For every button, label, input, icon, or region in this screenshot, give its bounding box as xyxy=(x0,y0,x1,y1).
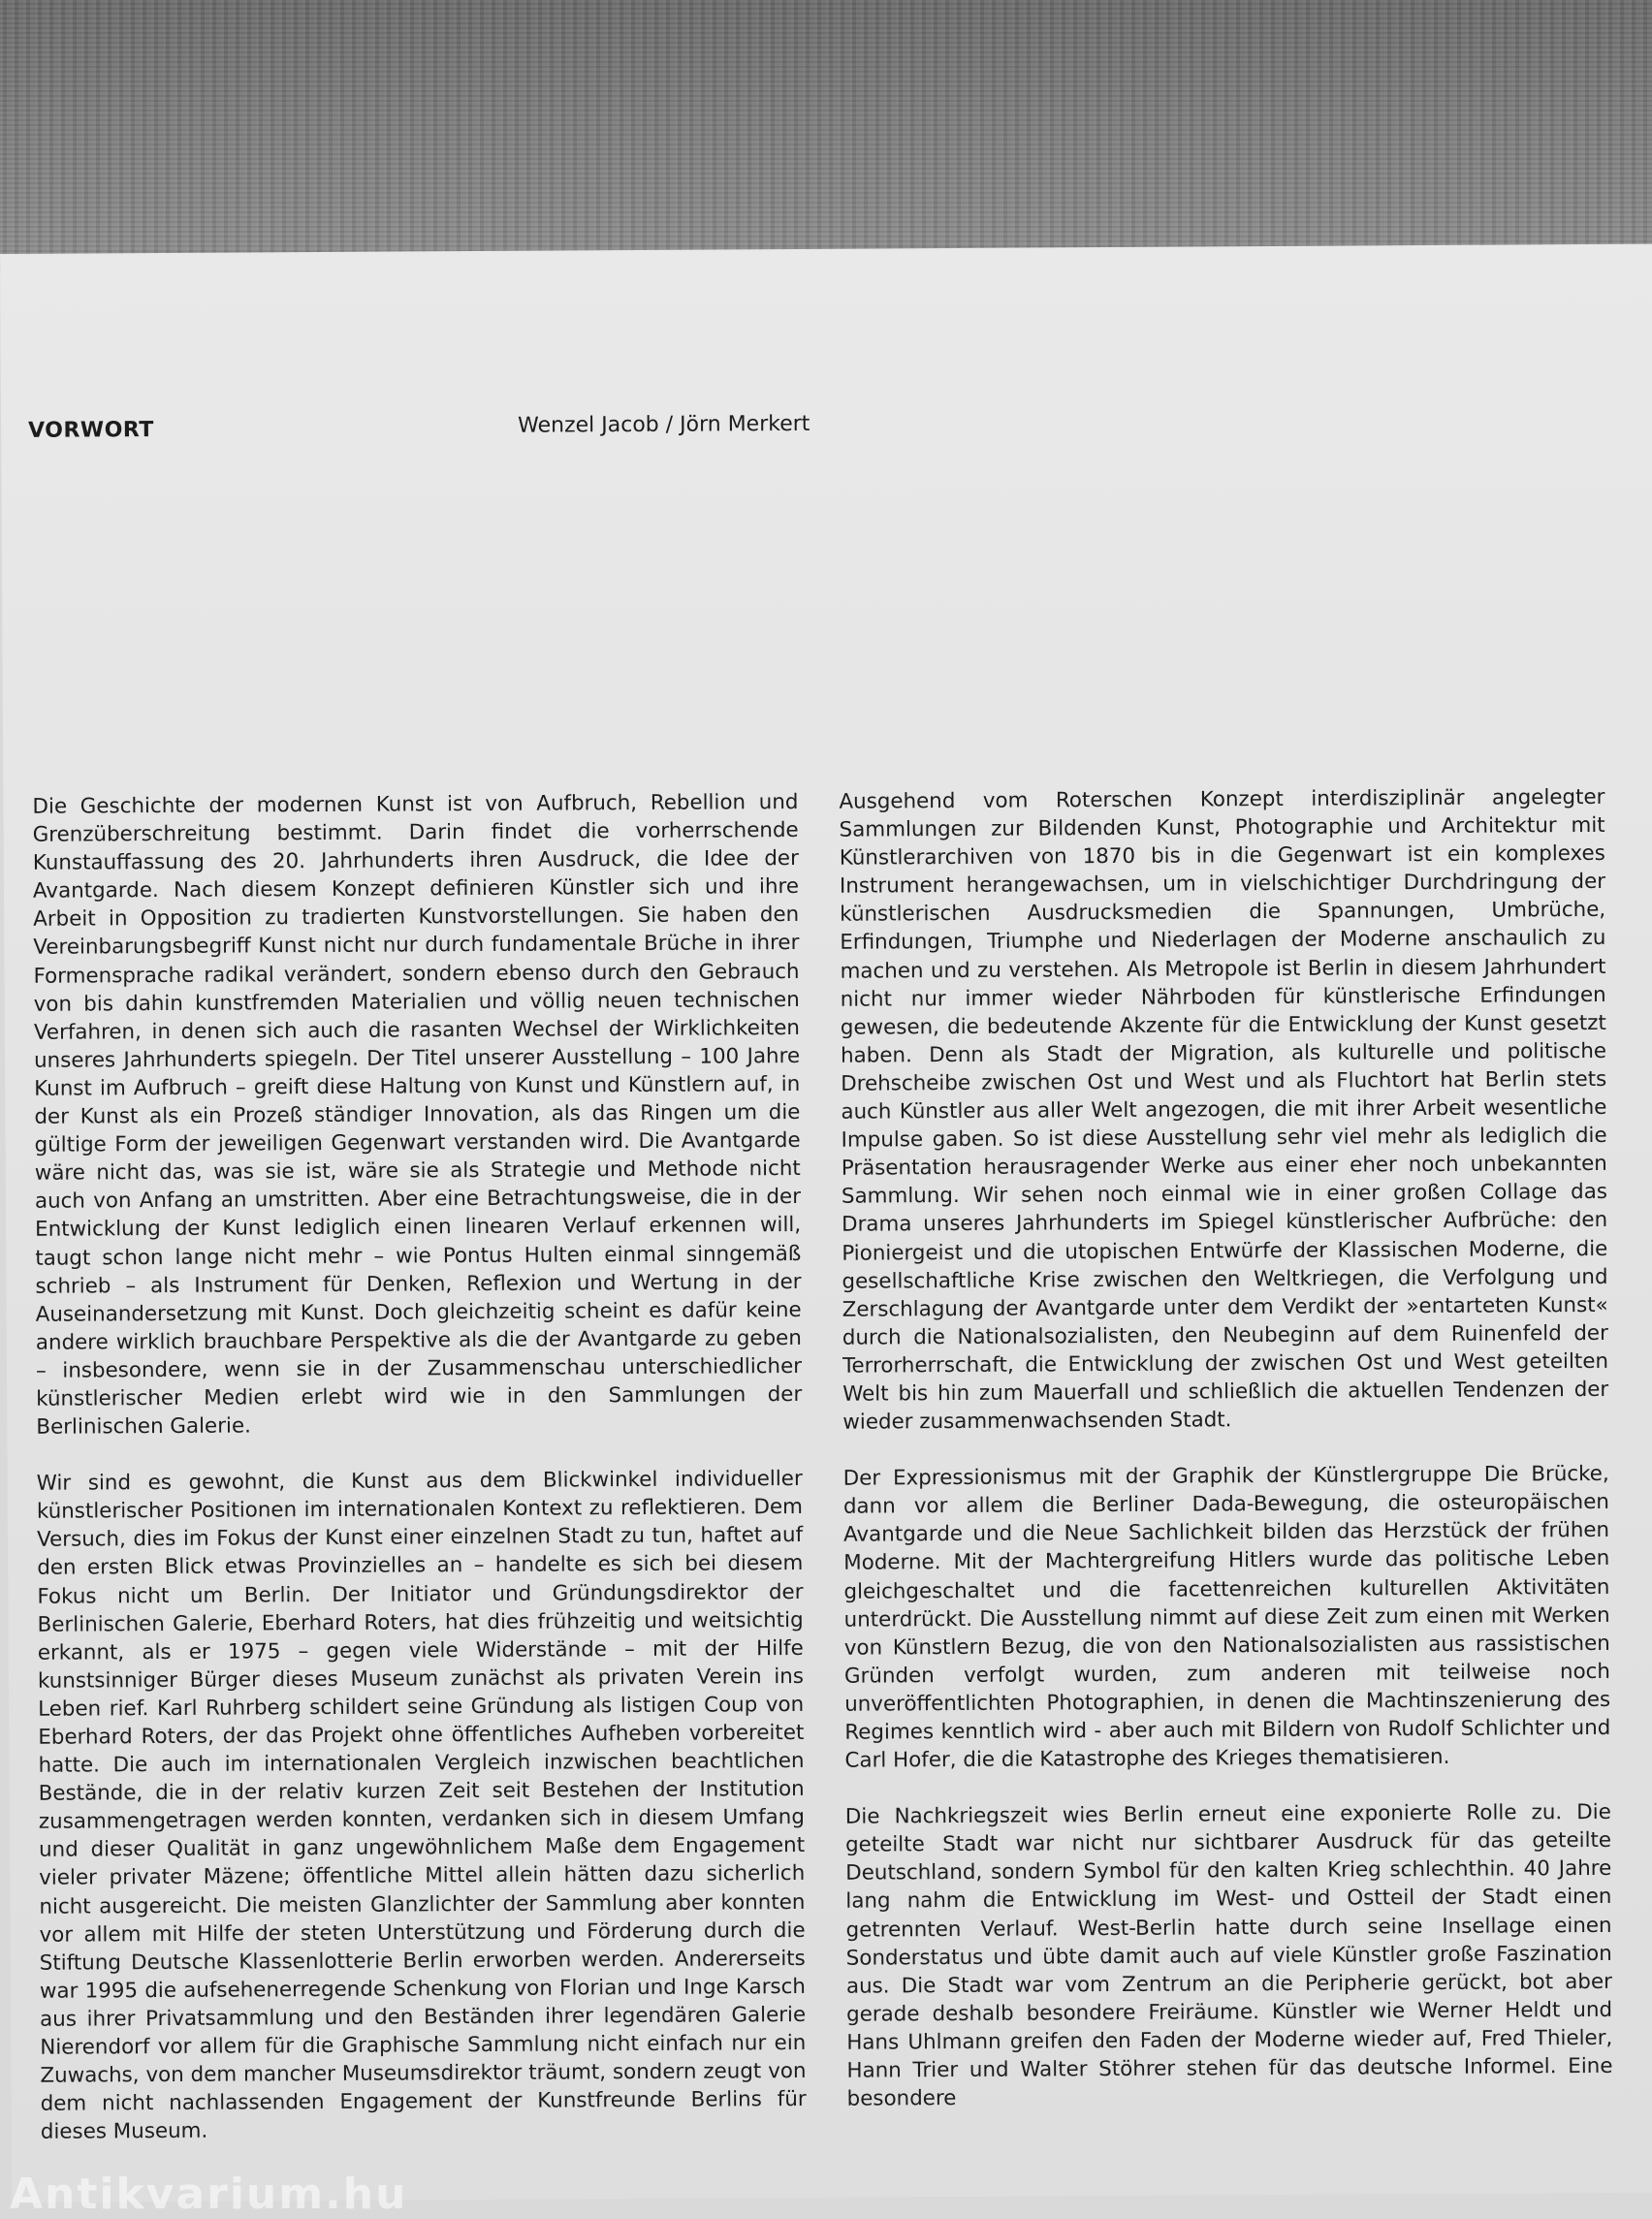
background-surface xyxy=(0,0,1652,271)
paragraph: Wir sind es gewohnt, die Kunst aus dem Blickwinkel individueller künstlerischer Positionen im internationalen Kontext zu reflektieren. Dem Versuch, dies im Fokus der Kunst einer einzelnen Stadt zu tun, haftet auf den ersten Blick etwas Provinzielles an – handelte es sich bei diesem Fokus nicht um Berlin. Der Initiator und Gründungsdirektor der Berlinischen Galerie, Eberhard Roters, hat dies frühzeitig und weitsichtig erkannt, als er 1975 – gegen viele Widerstände – mit der Hilfe kunstsinniger Bürger dieses Museum zunächst als privaten Verein ins Leben rief. Karl Ruhrberg schildert seine Gründung als listigen Coup von Eberhard Roters, der das Projekt ohne öffentliches Aufheben vorbereitet hatte. Die auch im internationalen Vergleich inzwischen beachtlichen Bestände, die in der relativ kurzen Zeit seit Bestehen der Institution zusammengetragen werden konnten, verdanken sich in diesem Umfang und dieser Qualität in ganz ungewöhnlichem Maße dem Engagement vieler privater Mäzene; öffentliche Mittel allein hätten dazu sicherlich nicht ausgereicht. Die meisten Glanzlichter der Sammlung aber konnten vor allem mit Hilfe der steten Unterstützung und Förderung durch die Stiftung Deutsche Klassenlotterie Berlin erworben werden. Andererseits war 1995 die aufsehenerregende Schenkung von Florian und Inge Karsch aus ihrer Privatsammlung und den Beständen ihrer legendären Galerie Nierendorf vor allem für die Graphische Sammlung nicht einfach nur ein Zuwachs, von dem mancher Museumsdirektor träumt, sondern zeugt von dem nicht nachlassenden Engagement der Kunstfreunde Berlins für dieses Museum. xyxy=(36,1467,807,2145)
authors: Wenzel Jacob / Jörn Merkert xyxy=(518,411,810,438)
document-page xyxy=(0,244,1652,2203)
paragraph: Der Expressionismus mit der Graphik der Künstlergruppe Die Brücke, dann vor allem die Berliner Dada-Bewegung, die osteuropäischen Avantgarde und die Neue Sachlichkeit bilden das Herzstück der frühen Moderne. Mit der Machtergreifung Hitlers wurde das politische Leben gleichgeschaltet und die facettenreichen kulturellen Aktivitäten unterdrückt. Die Ausstellung nimmt auf diese Zeit zum einen mit Werken von Künstlern Bezug, die von den Nationalsozialisten aus rassistischen Gründen verfolgt wurden, zum anderen mit teilweise noch unveröffentlichten Photographien, in denen die Machtinszenierung des Regimes kenntlich wird - aber auch mit Bildern von Rudolf Schlichter und Carl Hofer, die die Katastrophe des Krieges thematisieren. xyxy=(842,1462,1611,1773)
right-column xyxy=(839,783,1613,2141)
paragraph: Die Geschichte der modernen Kunst ist von Aufbruch, Rebellion und Grenzüberschreitung bestimmt. Darin findet die vorherrschende Kunstauffassung des 20. Jahrhunderts ihren Ausdruck, die Idee der Avantgarde. Nach diesem Konzept definieren Künstler sich und ihre Arbeit in Opposition zu tradierten Kunstvorstellungen. Sie haben den Vereinbarungsbegriff Kunst nicht nur durch fundamentale Brüche in ihrer Formensprache radikal verändert, sondern ebenso durch den Gebrauch von bis dahin kunstfremden Materialien und völlig neuen technischen Verfahren, in denen sich auch die rasanten Wechsel der Wirklichkeiten unseres Jahrhunderts spiegeln. Der Titel unserer Ausstellung – 100 Jahre Kunst im Aufbruch – greift diese Haltung von Kunst und Künstlern auf, in der Kunst als ein Prozeß ständiger Innovation, als das Ringen um die gültige Form der jeweiligen Gegenwart verstanden wird. Die Avantgarde wäre nicht das, was sie ist, wäre sie als Strategie und Methode nicht auch von Anfang an umstritten. Aber eine Betrachtungsweise, die in der Entwicklung der Kunst lediglich einen linearen Verlauf erkennen will, taugt schon lange nicht mehr – wie Pontus Hulten einmal sinngemäß schrieb – als Instrument für Denken, Reflexion und Wertung in der Auseinandersetzung mit Kunst. Doch gleichzeitig scheint es dafür keine andere wirklich brauchbare Perspektive als die der Avantgarde zu geben – insbesondere, wenn sie in der Zusammenschau unterschiedlicher künstlerischer Medien erlebt wird wie in den Sammlungen der Berlinischen Galerie. xyxy=(32,789,803,1440)
paragraph: Ausgehend vom Roterschen Konzept interdisziplinär angelegter Sammlungen zur Bildenden Kunst, Photographie und Architektur mit Künstlerarchiven von 1870 bis in die Gegenwart ist ein komplexes Instrument herangewachsen, um in vielschichtiger Durchdringung der künstlerischen Ausdrucksmedien die Spannungen, Umbrüche, Erfindungen, Triumphe und Niederlagen der Moderne anschaulich zu machen und zu verstehen. Als Metropole ist Berlin in diesem Jahrhundert nicht nur immer wieder Nährboden für künstlerische Erfindungen gewesen, die bedeutende Akzente für die Entwicklung der Kunst gesetzt haben. Denn als Stadt der Migration, als kulturelle und politische Drehscheibe zwischen Ost und West und als Fluchtort hat Berlin stets auch Künstler aus aller Welt angezogen, die mit ihrer Arbeit wesentliche Impulse gaben. So ist diese Ausstellung sehr viel mehr als lediglich die Präsentation herausragender Werke aus einer eher noch unbekannten Sammlung. Wir sehen noch einmal wie in einer großen Collage das Drama unseres Jahrhunderts im Spiegel künstlerischer Aufbrüche: den Pioniergeist und die utopischen Entwürfe der Klassischen Moderne, die gesellschaftliche Krise zwischen den Weltkriegen, die Verfolgung und Zerschlagung der Avantgarde unter dem Verdikt der »entarteten Kunst« durch die Nationalsozialisten, den Neubeginn auf dem Ruinenfeld der Terrorherrschaft, die Entwicklung der zwischen Ost und West geteilten Welt bis hin zum Mauerfall und schließlich die aktuellen Tendenzen der wieder zusammenwachsenden Stadt. xyxy=(839,784,1609,1435)
watermark: Antikvarium.hu xyxy=(10,2170,408,2219)
paragraph: Die Nachkriegszeit wies Berlin erneut eine exponierte Rolle zu. Die geteilte Stadt war nicht nur sichtbarer Ausdruck für das geteilte Deutschland, sondern Symbol für den kalten Krieg schlechthin. 40 Jahre lang nahm die Entwicklung im West- und Ostteil der Stadt einen getrennten Verlauf. West-Berlin hatte durch seine Insellage einen Sonderstatus und übte damit auch auf viele Künstler große Faszination aus. Die Stadt war vom Zentrum an die Peripherie gerückt, bot aber gerade deshalb besondere Freiräume. Künstler wie Werner Heldt und Hans Uhlmann greifen den Faden der Moderne wieder auf, Fred Thieler, Hann Trier und Walter Stöhrer stehen für das deutsche Informel. Eine besondere xyxy=(844,1800,1613,2111)
left-column xyxy=(32,788,807,2174)
section-title: VORWORT xyxy=(28,418,154,443)
